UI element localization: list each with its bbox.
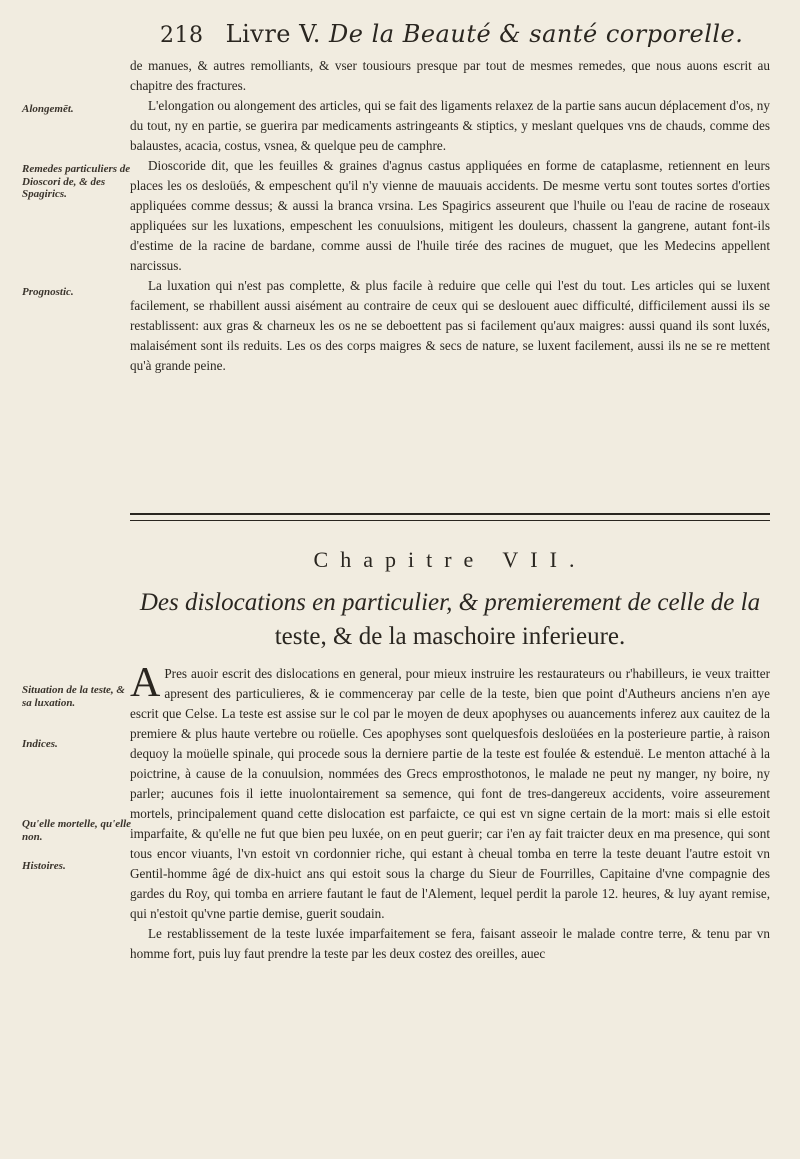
section-divider (130, 513, 770, 521)
paragraph (130, 660, 770, 924)
chapter-title (130, 586, 770, 654)
section-two-text (130, 660, 770, 964)
margin-note: Situation de la teste, & sa luxation. (22, 684, 125, 709)
running-header (160, 20, 760, 48)
page-number: 218 (160, 23, 204, 48)
margin-note: Qu'elle mortelle, qu'elle non. (22, 818, 132, 843)
margin-note: Histoires. (22, 860, 66, 872)
chapter-label: Chapitre VII. (313, 547, 587, 572)
drop-cap: A (130, 660, 161, 706)
paragraph: Le restablissement de la teste luxée imparfaitement se fera, faisant asseoir le malade contre terre, & tenu par vn homme fort, puis luy faut prendre la teste par les deux costez des oreilles, auec (130, 926, 770, 961)
running-head-title: De la Beauté & santé corporelle. (329, 20, 744, 48)
margin-note: Prognostic. (22, 286, 74, 298)
chapter-title-line-2: teste, & de la maschoire inferieure. (274, 623, 626, 650)
margin-note: Remedes particuliers de Dioscori de, & des Spagirics. (22, 163, 131, 200)
margin-note: Indices. (22, 738, 58, 750)
paragraph: L'elongation ou alongement des articles, qui se fait des ligaments relaxez de la partie sans aucun déplacement d'os, ny du tout, ny en partie, se guerira par medicaments astringeants & stiptics, y meslant quelques vns de chauds, comme des balaustes, acacia, costus, vsnea, & quelque peu de camphre. (130, 98, 770, 153)
paragraph: Dioscoride dit, que les feuilles & graines d'agnus castus appliquées en forme de cataplasme, retiennent en leurs places les os desloüés, & empeschent qu'il n'y vienne de mauuais accidents. De mesme vertu sont toutes sortes d'orties appliquées comme dessus; & aussi la branca vrsina. Les Spagirics asseurent que l'huile ou l'eau de racine de roseaux appliquées sur les luxations, empeschent les conuulsions, mitigent les douleurs, chassent la gangrene, autant font-ils d'estime de la racine de bardane, comme aussi de l'huile tirée des racines de muguet, que les Medecins appellent narcissus. (130, 158, 770, 273)
paragraph: de manues, & autres remolliants, & vser tousiours presque par tout de mesmes remedes, que nous auons escrit au chapitre des fractures. (130, 58, 770, 93)
chapter-title-line-1: Des dislocations en particulier, & premierement de celle de la (139, 589, 761, 616)
paragraph: La luxation qui n'est pas complette, & plus facile à reduire que celle qui l'est du tout. Les articles qui se luxent facilement, se rhabillent aussi aisément au contraire de ceux qui se deslouent auec difficulté, difficilement aussi ils se restablissent: aux gras & charneux les os ne se deboettent pas si facilement qu'aux maigres: aussi quand ils sont luxés, malaisément sont ils reduits. Les os des corps maigres & secs de nature, se luxent facilement, aussi ils ne se re mettent qu'à grande peine. (130, 278, 770, 373)
margin-note: Alongemēt. (22, 103, 74, 115)
section-one-text (130, 56, 770, 376)
running-head-book: Livre V. (225, 20, 321, 48)
paragraph-text: Pres auoir escrit des dislocations en general, pour mieux instruire les restaurateurs ou r'habilleurs, ie veux traitter apresent des particulieres, & ie commenceray par celle de la teste, bien que point d'Autheurs anciens n'en aye escrit que Celse. La teste est assise sur le col par le moyen de deux apophyses ou auancements inferez aux cauitez de la premiere & plus haute vertebre ou roüelle. Ces apophyses sont quelquesfois desloüées en la posterieure partie, à raison dequoy la moüelle spinale, qui procede sous la derniere partie de la teste est foulée & estenduë. Le menton attaché à la poictrine, à cause de la conuulsion, nommées des Grecs emprosthotonos, le malade ne peut ny manger, ny boire, ny parler; aucunes fois il iette inuolontairement sa semence, qui font de tres-dangereux accidents, voire asseurement mortels, principalement quand cette dislocation est parfaicte, ce qui est vn signe certain de la mort: mais si elle estoit imparfaite, & qu'elle ne fut que bien peu luxée, on en peut guerir; car i'en ay fait traicter deux en ma presence, qui sont tous encor viuants, l'vn estoit vn cordonnier riche, qui estant à cheual tomba en terre la teste deuant l'autre estoit vn Gentil-homme âgé de dix-huict ans qui estoit sous la charge du Sieur de Fourrilles, Capitaine d'vne compagnie des gardes du Roy, qui tomba en arriere fautant le faut de l'Alement, lequel perdit la parole 12. heures, & luy ayant remise, qui n'estoit qu'vne partie demise, guerit soudain. (130, 666, 770, 921)
